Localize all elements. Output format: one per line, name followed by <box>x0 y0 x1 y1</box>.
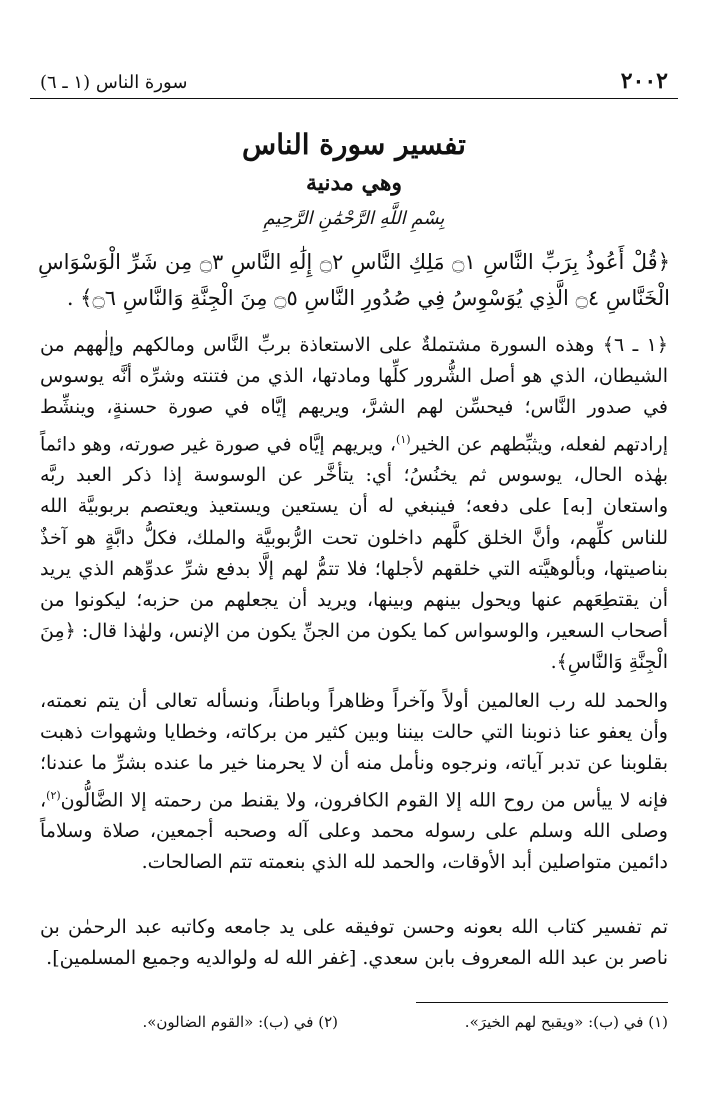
footnote-ref-2: (٢) <box>46 788 61 802</box>
page-header <box>30 62 678 96</box>
praise-text-part2: ، وصلى الله وسلم على رسوله محمد وعلى آله وصحبه أجمعين، صلاة وسلاماً دائمين متواصلين أبد الأوقات، والحمد لله الذي بنعمته تتم الصالحات. <box>40 788 668 874</box>
quran-verses: ﴿قُلْ أَعُوذُ بِرَبِّ النَّاسِ ۝١ مَلِكِ النَّاسِ ۝٢ إِلَٰهِ النَّاسِ ۝٣ مِن شَرِّ الْوَسْوَاسِ الْخَنَّاسِ ۝٤ الَّذِي يُوَسْوِسُ فِي صُدُورِ النَّاسِ ۝٥ مِنَ الْجِنَّةِ وَالنَّاسِ ۝٦﴾ . <box>38 250 670 310</box>
basmala: بِسْمِ اللَّهِ الرَّحْمَٰنِ الرَّحِيمِ <box>263 208 445 229</box>
running-title: سورة الناس (١ ـ ٦) <box>40 72 188 93</box>
footnote-2: (٢) في (ب): «القوم الضالون». <box>142 1013 338 1031</box>
page-number: ٢٠٠٢ <box>620 68 668 94</box>
tafsir-text-part2: ، ويريهم إيَّاه في صورة غير صورته، وهو دائماً بهٰذه الحال، يوسوس ثم يخنُسُ؛ أي: يتأخَّر عن الوسوسة إذا ذكر العبد ربَّه واستعان [به] على دفعه؛ فينبغي له أن يستعين ويستعيذ ويعتصم بربوبيَّة الله للناس كلِّهم، وأنَّ الخلق كلَّهم داخلون تحت الرُّبوبيَّة والملك، فكلُّ دابَّةٍ هو آخذٌ بناصيتها، وبألوهيَّته التي خلقهم لأجلها؛ فلا تتمُّ لهم إلَّا بدفع شرِّ عدوِّهم الذي يريد أن يقتطِعَهم عنها ويحول بينهم وبينها، ويريد أن يجعلهم من حزبه؛ ليكونوا من أصحاب السعير، والوسواس كما يكون من الجنِّ يكون من الإنس، ولهٰذا قال: ﴿مِنَ الْجِنَّةِ وَالنَّاسِ﴾. <box>40 432 668 674</box>
tafsir-text-part1: ﴿١ ـ ٦﴾ وهذه السورة مشتملةٌ على الاستعاذة بربِّ النَّاس ومالكهم وإلٰههم من الشيطان، الذي هو أصل الشُّرور كلِّها ومادتها، الذي من فتنته وشرِّه أنَّه يوسوس في صدور النَّاس؛ فيحسِّن لهم الشرَّ، ويريهم إيَّاه في صورة حسنةٍ، وينشِّط إرادتهم لفعله، ويثبِّطهم عن الخير <box>40 334 668 455</box>
surah-title: تفسير سورة الناس <box>242 128 466 161</box>
tafsir-paragraph <box>40 330 668 679</box>
colophon-paragraph: تم تفسير كتاب الله بعونه وحسن توفيقه على يد جامعه وكاتبه عبد الرحمٰن بن ناصر بن عبد الله المعروف بابن سعدي. [غفر الله له ولوالديه وجميع المسلمين]. <box>40 916 668 970</box>
praise-paragraph <box>40 686 668 879</box>
footnote-rule <box>416 1002 668 1003</box>
praise-text-part1: والحمد لله رب العالمين أولاً وآخراً وظاهراً وباطناً، ونسأله تعالى أن يتم نعمته، وأن يعفو عنا ذنوبنا التي حالت بيننا وبين كثير من بركاته، وخطايا وشهوات ذهبت بقلوبنا عن تدبر آياته، ونرجوه ونأمل منه أن لا يحرمنا خير ما عنده بشرِّ ما عندنا؛ فإنه لا ييأس من روح الله إلا القوم الكافرون، ولا يقنط من رحمته إلا الضَّالُّون <box>40 690 668 811</box>
footnote-1: (١) في (ب): «ويقبح لهم الخيرَ». <box>464 1013 668 1031</box>
surah-subtitle: وهي مدنية <box>305 170 403 196</box>
header-rule <box>30 98 678 99</box>
footnote-ref-1: (١) <box>396 432 411 446</box>
